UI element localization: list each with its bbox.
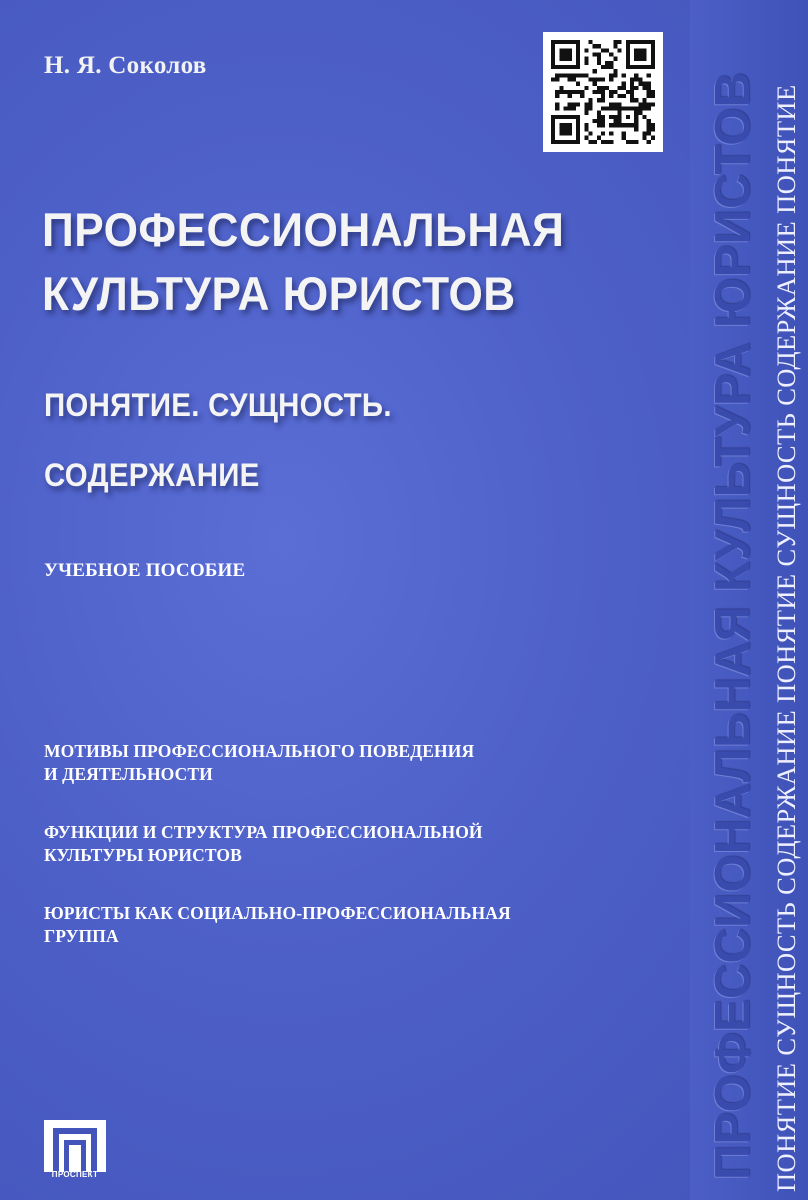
topic-item: [44, 821, 564, 867]
topic-item: [44, 902, 564, 948]
subtitle-line-1: ПОНЯТИЕ. СУЩНОСТЬ.: [44, 387, 392, 423]
author-name: Н. Я. Соколов: [44, 52, 207, 79]
book-type-label: УЧЕБНОЕ ПОСОБИЕ: [44, 560, 246, 581]
topic-line: ГРУППА: [44, 926, 119, 946]
topic-line: КУЛЬТУРЫ ЮРИСТОВ: [44, 845, 242, 865]
title-line-2: КУЛЬТУРА ЮРИСТОВ: [42, 267, 516, 320]
spine-title: ПРОФЕССИОНАЛЬНАЯ КУЛЬТУРА ЮРИСТОВ: [706, 71, 760, 1180]
topic-line: И ДЕЯТЕЛЬНОСТИ: [44, 764, 213, 784]
topic-line: ЮРИСТЫ КАК СОЦИАЛЬНО-ПРОФЕССИОНАЛЬНАЯ: [44, 903, 511, 923]
book-subtitle: [44, 370, 504, 510]
title-line-1: ПРОФЕССИОНАЛЬНАЯ: [42, 203, 565, 256]
topic-line: ФУНКЦИИ И СТРУКТУРА ПРОФЕССИОНАЛЬНОЙ: [44, 822, 483, 842]
book-title: [42, 198, 681, 326]
topic-item: [44, 740, 564, 786]
subtitle-line-2: СОДЕРЖАНИЕ: [44, 457, 260, 493]
qr-code-icon: [543, 32, 663, 152]
topics-list: [44, 740, 564, 983]
topic-line: МОТИВЫ ПРОФЕССИОНАЛЬНОГО ПОВЕДЕНИЯ: [44, 741, 475, 761]
publisher-name: ПРОСПЕКТ: [51, 1170, 99, 1179]
spine-subtitle: ПОНЯТИЕ СУЩНОСТЬ СОДЕРЖАНИЕ ПОНЯТИЕ СУЩНОСТЬ СОДЕРЖАНИЕ ПОНЯТИЕ: [771, 84, 801, 1192]
